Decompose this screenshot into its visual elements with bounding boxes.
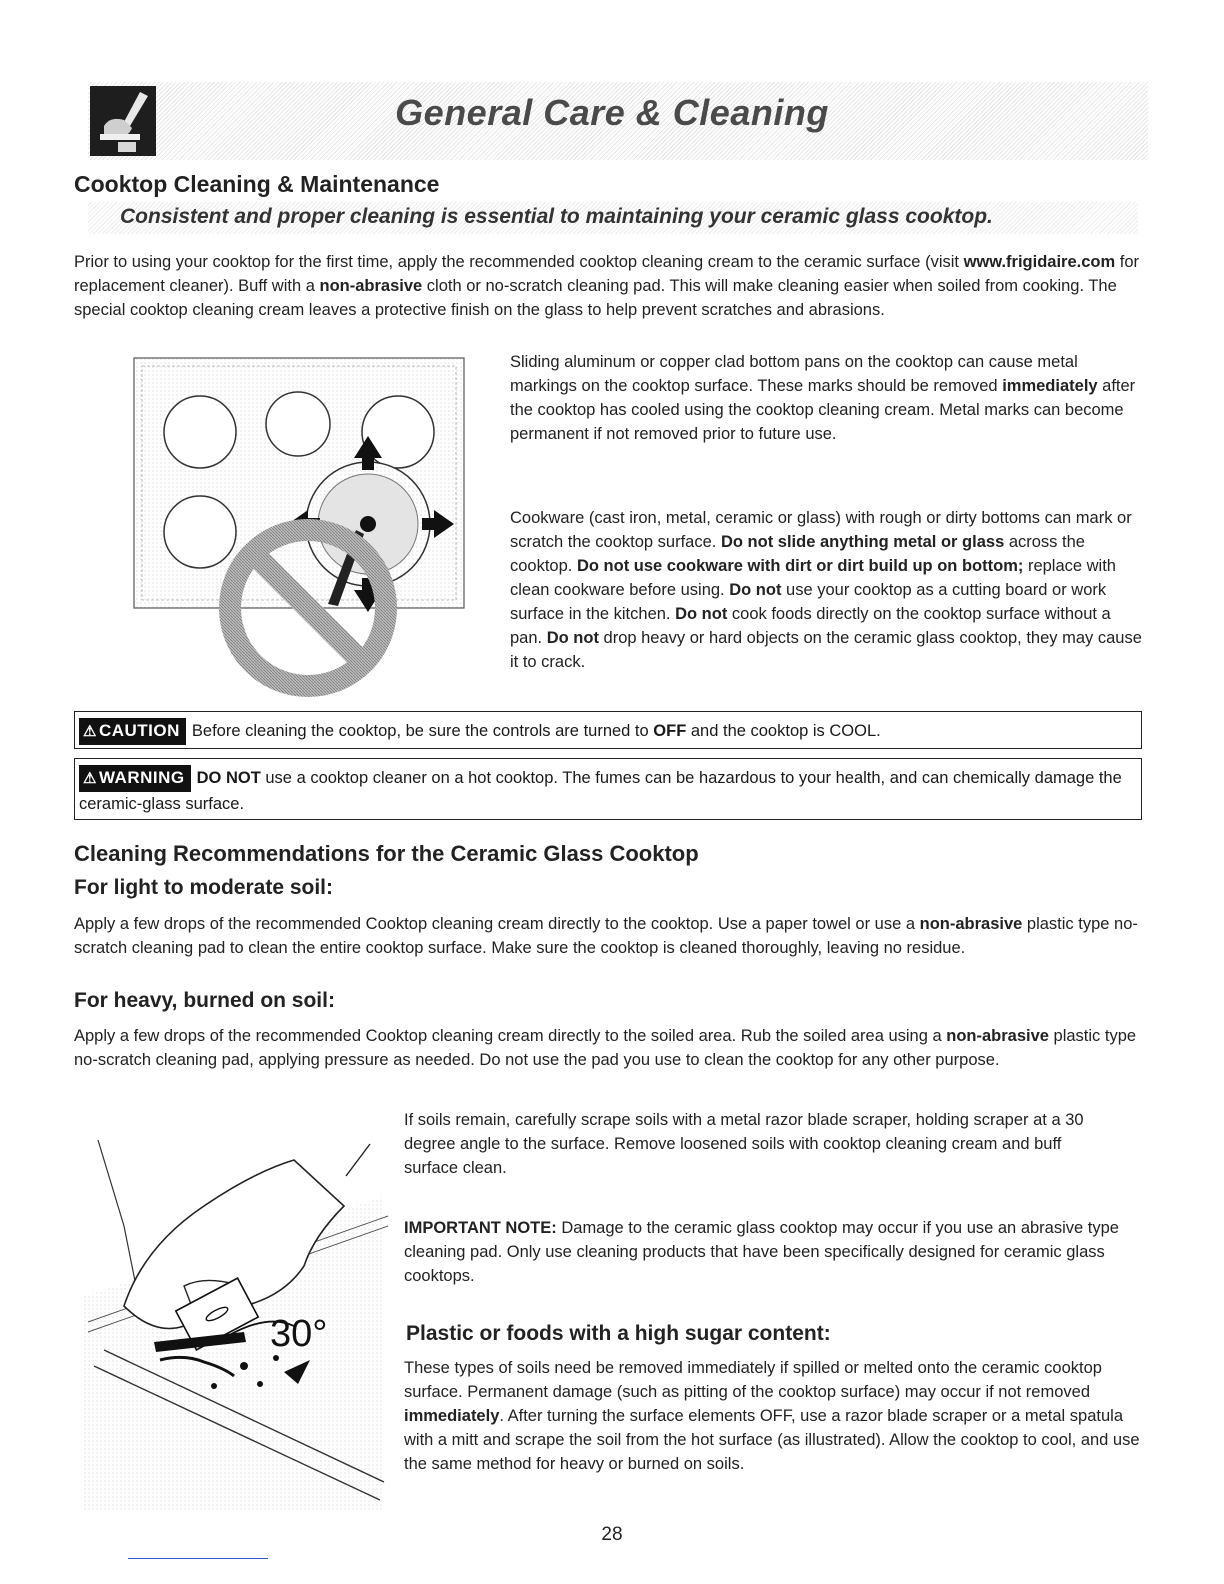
page-title: General Care & Cleaning [395, 92, 829, 133]
caution-badge: ⚠ CAUTION [79, 718, 186, 745]
caution-notice: ⚠ CAUTION Before cleaning the cooktop, be sure the controls are turned to OFF and the cooktop is COOL. [74, 711, 1142, 749]
important-note-paragraph: IMPORTANT NOTE: Damage to the ceramic glass cooktop may occur if you use an abrasive type cleaning pad. Only use cleaning products that have been specifically designed for ceramic glass cooktops. [404, 1219, 1119, 1285]
sugar-content-heading: Plastic or foods with a high sugar content: [406, 1322, 831, 1345]
warning-triangle-icon: ⚠ [83, 723, 97, 740]
warning-badge: ⚠ WARNING [79, 765, 191, 792]
section-heading: Cooktop Cleaning & Maintenance [74, 171, 440, 197]
light-soil-heading: For light to moderate soil: [74, 876, 334, 899]
sugar-content-paragraph: These types of soils need be removed immediately if spilled or melted onto the ceramic cooktop surface. Permanent damage (such as pitting of the cooktop surface) may occur if not removed immediately. After turning the surface elements OFF, use a razor blade scraper or a metal spatula with a mitt and scrape the soil from the hot surface (as illustrated). Allow the cooktop to cool, and use the same method for heavy or burned on soils. [404, 1359, 1140, 1473]
intro-paragraph: Prior to using your cooktop for the first time, apply the recommended cooktop cleaning cream to the ceramic surface (visit www.frigidaire.com for replacement cleaner). Buff with a non-abrasive cloth or no-scratch cleaning pad. This will make cleaning easier when soiled from cooking. The special cooktop cleaning cream leaves a protective finish on the glass to help prevent scratches and abrasions. [74, 253, 1140, 319]
section-subtitle: Consistent and proper cleaning is essential to maintaining your ceramic glass cooktop. [120, 205, 993, 228]
cooktop-no-sliding-illustration [128, 354, 468, 704]
light-soil-paragraph: Apply a few drops of the recommended Cooktop cleaning cream directly to the cooktop. Use a paper towel or use a non-abrasive plastic type no-scratch cleaning pad to clean the entire cooktop surface. Make sure the cooktop is cleaned thoroughly, leaving no residue. [74, 915, 1138, 957]
scrape-paragraph: If soils remain, carefully scrape soils with a metal razor blade scraper, holding scraper at a 30 degree angle to the surface. Remove loosened soils with cooktop cleaning cream and buff surface clean. [404, 1111, 1084, 1177]
warning-notice: ⚠ WARNING DO NOT use a cooktop cleaner on a hot cooktop. The fumes can be hazardous to your health, and can chemically damage the ceramic-glass surface. [74, 758, 1142, 820]
warning-triangle-icon: ⚠ [83, 770, 97, 787]
heavy-soil-paragraph: Apply a few drops of the recommended Cooktop cleaning cream directly to the soiled area. Rub the soiled area using a non-abrasive plastic type no-scratch cleaning pad, applying pressure as needed. Do not use the pad you use to clean the cooktop for any other purpose. [74, 1027, 1137, 1069]
frigidaire-link[interactable]: www.frigidaire.com [963, 253, 1116, 271]
sliding-paragraph: Sliding aluminum or copper clad bottom pans on the cooktop can cause metal markings on the cooktop surface. These marks should be removed immediately after the cooktop has cooled using the cooktop cleaning cream. Metal marks can become permanent if not removed prior to future use. [510, 353, 1136, 443]
angle-label: 30° [270, 1313, 328, 1355]
footer-line [128, 1558, 268, 1559]
heavy-soil-heading: For heavy, burned on soil: [74, 989, 335, 1012]
page-number: 28 [601, 1524, 623, 1545]
scraper-30-degree-illustration [84, 1136, 390, 1512]
cookware-paragraph: Cookware (cast iron, metal, ceramic or glass) with rough or dirty bottoms can mark or scratch the cooktop surface. Do not slide anything metal or glass across the cooktop. Do not use cookware with dirt or dirt build up on bottom; replace with clean cookware before using. Do not use your cooktop as a cutting board or work surface in the kitchen. Do not cook foods directly on the cooktop surface without a pan. Do not drop heavy or hard objects on the ceramic glass cooktop, they may cause it to crack. [510, 509, 1142, 671]
recommendations-heading: Cleaning Recommendations for the Ceramic Glass Cooktop [74, 841, 699, 866]
